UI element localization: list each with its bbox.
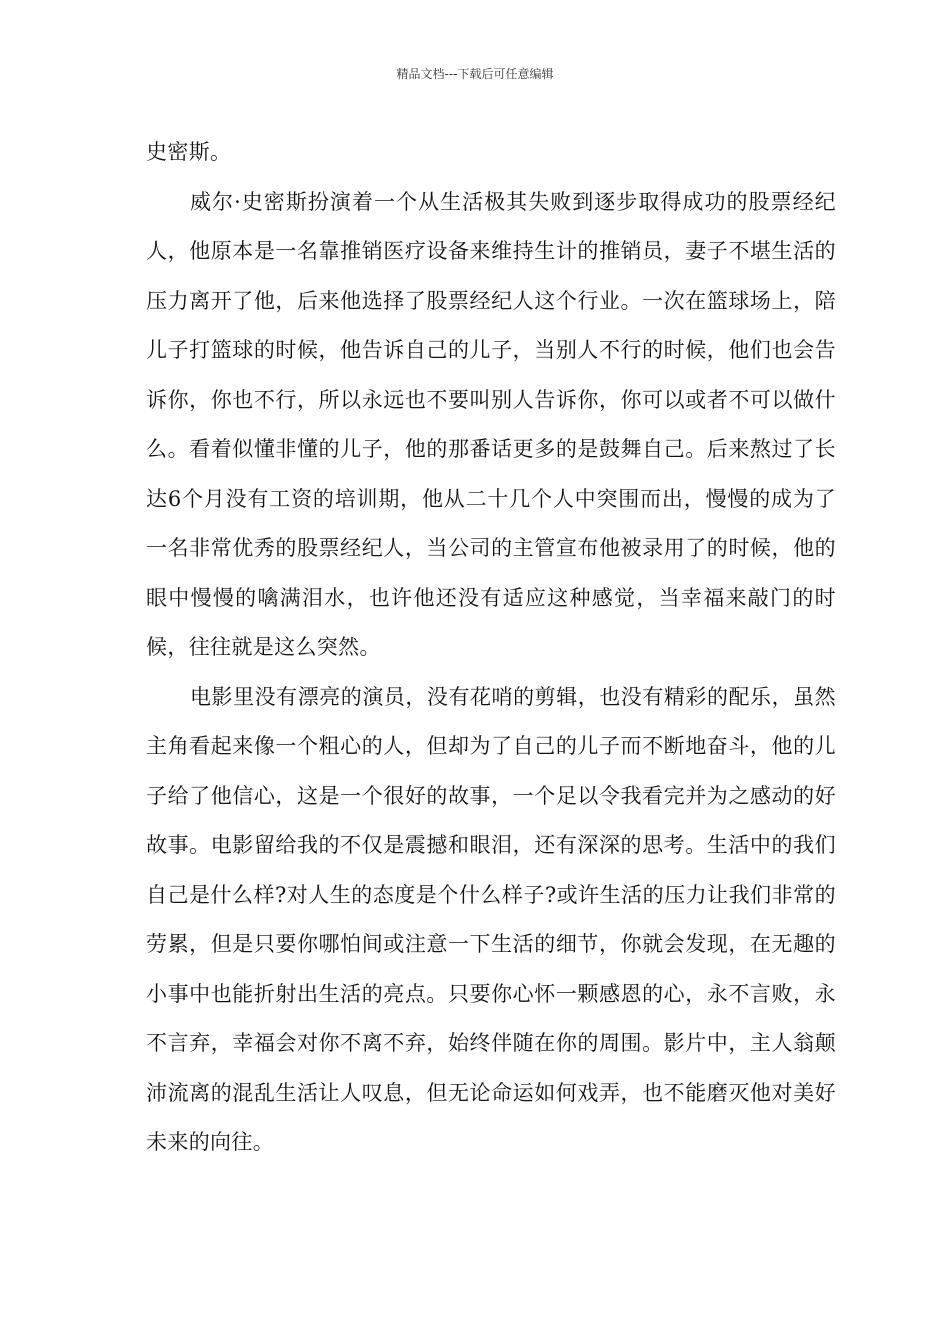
document-body: [146, 128, 836, 1168]
paragraph-3: 电影里没有漂亮的演员，没有花哨的剪辑，也没有精彩的配乐，虽然主角看起来像一个粗心的人，但却为了自己的儿子而不断地奋斗，他的儿子给了他信心，这是一个很好的故事，一个足以令我看完并为之感动的好故事。电影留给我的不仅是震撼和眼泪，还有深深的思考。生活中的我们自己是什么样?对人生的态度是个什么样子?或许生活的压力让我们非常的劳累，但是只要你哪怕间或注意一下生活的细节，你就会发现，在无趣的小事中也能折射出生活的亮点。只要你心怀一颗感恩的心，永不言败，永不言弃，幸福会对你不离不弃，始终伴随在你的周围。影片中，主人翁颠沛流离的混乱生活让人叹息，但无论命运如何戏弄，也不能磨灭他对美好未来的向往。: [146, 684, 836, 1154]
paragraph-1: 史密斯。: [146, 140, 232, 164]
page-header: 精品文档---下载后可任意编辑: [396, 67, 554, 81]
paragraph-2: 威尔·史密斯扮演着一个从生活极其失败到逐步取得成功的股票经纪人，他原本是一名靠推销医疗设备来维持生计的推销员，妻子不堪生活的压力离开了他，后来他选择了股票经纪人这个行业。一次在篮球场上，陪儿子打篮球的时候，他告诉自己的儿子，当别人不行的时候，他们也会告诉你，你也不行，所以永远也不要叫别人告诉你，你可以或者不可以做什么。看着似懂非懂的儿子，他的那番话更多的是鼓舞自己。后来熬过了长达6个月没有工资的培训期，他从二十几个人中突围而出，慢慢的成为了一名非常优秀的股票经纪人，当公司的主管宣布他被录用了的时候，他的眼中慢慢的噙满泪水，也许他还没有适应这种感觉，当幸福来敲门的时候，往往就是这么突然。: [146, 189, 836, 659]
